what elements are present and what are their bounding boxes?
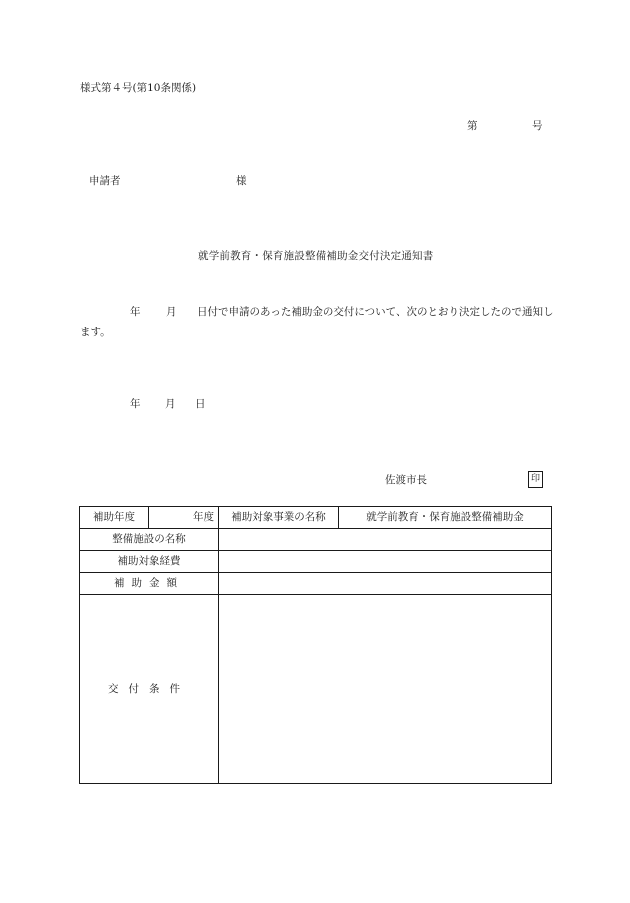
subsidy-amount-label: 補助金額 [80,573,219,595]
facility-name-label: 整備施設の名称 [80,529,219,551]
honorific: 様 [236,175,247,187]
body-text-continuation: ます。 [80,326,111,338]
seal-stamp: 印 [528,471,543,488]
subsidy-details-table [79,506,552,784]
eligible-cost-label: 補助対象経費 [80,551,219,573]
eligible-cost-value [219,551,552,573]
applicant-label: 申請者 [89,175,121,187]
project-name-label: 補助対象事業の名称 [219,507,339,529]
subsidy-amount-value [219,573,552,595]
form-number: 様式第４号(第10条関係) [80,82,197,94]
issuer-mayor: 佐渡市長 [385,474,427,486]
facility-name-value [219,529,552,551]
project-name-value: 就学前教育・保育施設整備補助金 [339,507,552,529]
document-title: 就学前教育・保育施設整備補助金交付決定通知書 [198,250,434,262]
table-row [80,573,552,595]
table-row [80,507,552,529]
date-day: 日 [195,398,206,410]
document-number-prefix: 第 [467,120,478,132]
fiscal-year-label: 補助年度 [80,507,149,529]
date-year: 年 [130,398,141,410]
fiscal-year-value: 年度 [149,507,219,529]
table-row [80,595,552,784]
table-row [80,551,552,573]
body-month: 月 [166,306,177,318]
body-text: 日付で申請のあった補助金の交付について、次のとおり決定したので通知し [197,306,554,318]
document-number-suffix: 号 [532,120,543,132]
body-year: 年 [130,306,141,318]
table-row [80,529,552,551]
conditions-value [219,595,552,784]
conditions-label: 交付条件 [80,595,219,784]
date-month: 月 [165,398,176,410]
